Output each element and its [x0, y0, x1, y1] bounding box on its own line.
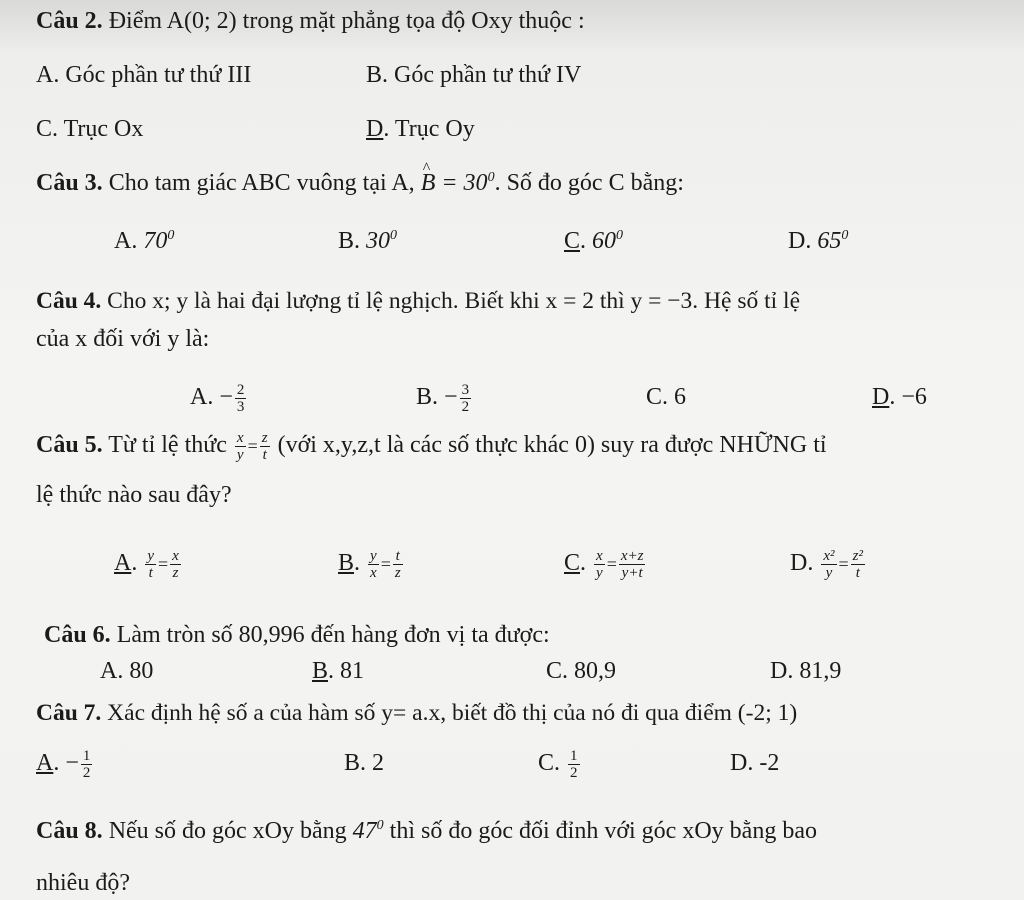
- q7-option-c: C. $\frac{1}{2}$: [538, 748, 578, 781]
- question-7: Câu 7. Xác định hệ số a của hàm số y= a.x, biết đồ thị của nó đi qua điểm (-2; 1): [36, 700, 798, 726]
- q2-option-c: C. Trục Ox: [36, 116, 144, 142]
- question-label: Câu 4.: [36, 288, 102, 314]
- fraction: $\frac{2}{3}$: [236, 382, 245, 415]
- question-label: Câu 5.: [36, 432, 103, 459]
- q5-option-b: B. $\frac{y}{x}$ = $\frac{t}{z}$: [338, 548, 401, 581]
- q4-option-c: C. 6: [646, 384, 687, 410]
- fraction: $\frac{3}{2}$: [461, 382, 470, 415]
- question-label: Câu 2.: [36, 8, 103, 34]
- q3-option-a: A. $70^0$: [114, 228, 175, 254]
- question-2: [36, 6, 585, 36]
- question-4: Câu 4. Cho x; y là hai đại lượng tỉ lệ nghịch. Biết khi x = 2 thì y = −3. Hệ số tỉ lệ: [36, 288, 800, 314]
- q6-option-d: D. 81,9: [770, 658, 842, 684]
- question-5-line2: lệ thức nào sau đây?: [36, 482, 232, 508]
- q2-option-a: A. Góc phần tư thứ III: [36, 62, 252, 88]
- q6-option-a: A. 80: [100, 658, 154, 684]
- q5-option-d: D. $\frac{\text{x²}}{y}$ = $\frac{\text{z²}}{t}$: [790, 548, 863, 581]
- question-label: Câu 7.: [36, 700, 102, 726]
- question-label: Câu 3.: [36, 170, 103, 196]
- question-3: Câu 3. Cho tam giác ABC vuông tại A, ^ $B = 30^0$. Số đo góc C bằng:: [36, 168, 684, 198]
- question-4-line2: của x đối với y là:: [36, 326, 210, 352]
- q6-option-b: B. 81: [312, 658, 365, 684]
- question-6: Câu 6. Làm tròn số 80,996 đến hàng đơn vị ta được:: [44, 622, 550, 648]
- q5-option-a: A. $\frac{y}{t}$ = $\frac{x}{z}$: [114, 548, 179, 581]
- q3-option-c: C. $60^0$: [564, 228, 624, 254]
- question-5: Câu 5. Từ tỉ lệ thức $\frac{x}{y}$ = $\frac{z}{t}$ (với x,y,z,t là các số thực khác 0) suy ra được NHỮNG tỉ: [36, 430, 827, 463]
- q4-option-a: A. − $\frac{2}{3}$: [190, 382, 245, 415]
- question-8: Câu 8. Nếu số đo góc xOy bằng $47^0$ thì số đo góc đối đỉnh với góc xOy bằng bao: [36, 818, 817, 844]
- q5-option-c: C. $\frac{x}{y}$ = $\frac{x+z}{y+t}$: [564, 548, 644, 581]
- question-label: Câu 8.: [36, 818, 103, 844]
- q6-option-c: C. 80,9: [546, 658, 617, 684]
- q7-option-b: B. 2: [344, 750, 385, 776]
- question-label: Câu 6.: [44, 622, 111, 648]
- q4-option-d: D. −6: [872, 384, 927, 410]
- question-text: Điểm A(0; 2) trong mặt phẳng tọa độ Oxy thuộc :: [102, 8, 585, 34]
- q3-option-d: D. $65^0$: [788, 228, 849, 254]
- q3-option-b: B. $30^0$: [338, 228, 398, 254]
- q7-option-d: D. -2: [730, 750, 780, 776]
- q7-option-a: A. − $\frac{1}{2}$: [36, 748, 91, 781]
- q2-option-b: B. Góc phần tư thứ IV: [366, 62, 582, 88]
- question-8-line2: nhiêu độ?: [36, 870, 130, 896]
- q2-option-d: D. Trục Oy: [366, 116, 475, 142]
- angle-b-hat: ^ B: [421, 168, 436, 198]
- q4-option-b: B. − $\frac{3}{2}$: [416, 382, 470, 415]
